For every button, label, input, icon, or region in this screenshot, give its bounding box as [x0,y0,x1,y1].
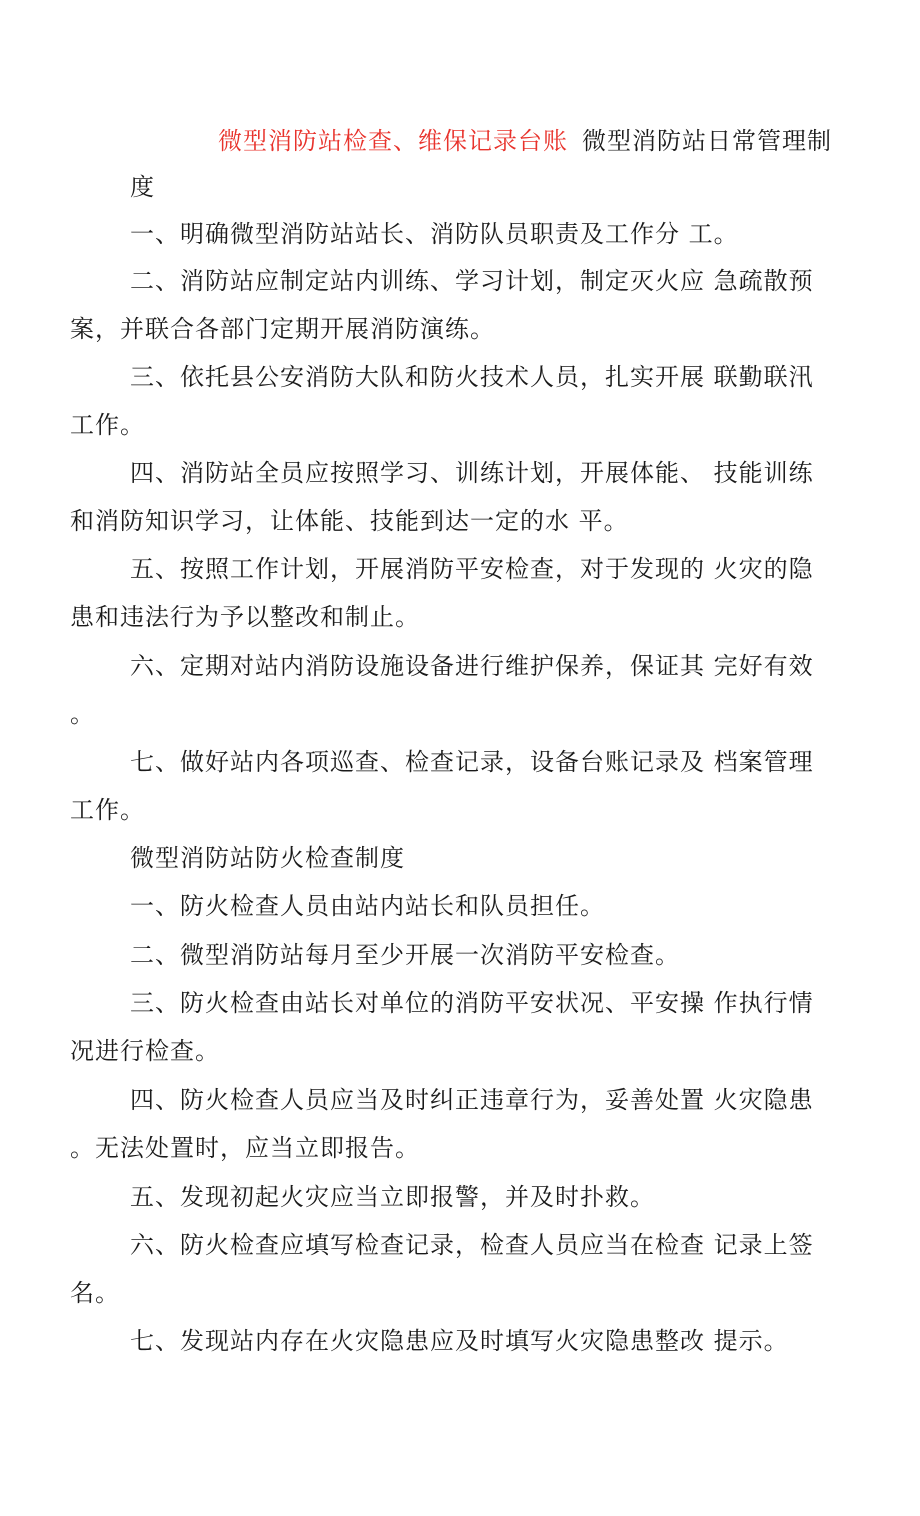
daily-item-3-cont: 工作。 [70,411,145,439]
fire-check-item-3-cont: 况进行检查。 [70,1037,220,1065]
daily-item-2-cont: 案，并联合各部门定期开展消防演练。 [70,315,495,343]
fire-check-item-5: 五、发现初起火灾应当立即报警，并及时扑救。 [130,1183,655,1211]
title-red-text: 微型消防站检查、维保记录台账 [218,127,568,155]
fire-check-item-3: 三、防火检查由站长对单位的消防平安状况、平安操 作执行情 [130,989,814,1017]
daily-item-7: 七、做好站内各项巡查、检查记录，设备台账记录及 档案管理 [130,748,814,776]
fire-check-heading: 微型消防站防火检查制度 [130,844,405,872]
fire-check-item-7: 七、发现站内存在火灾隐患应及时填写火灾隐患整改 提示。 [130,1327,789,1355]
daily-item-2: 二、消防站应制定站内训练、学习计划，制定灭火应 急疏散预 [130,267,814,295]
fire-check-item-1: 一、防火检查人员由站内站长和队员担任。 [130,892,605,920]
title-line [218,124,832,158]
fire-check-item-4-cont: 。无法处置时，应当立即报告。 [70,1134,420,1162]
daily-item-3: 三、依托县公安消防大队和防火技术人员，扎实开展 联勤联汛 [130,363,814,391]
daily-item-4-cont: 和消防知识学习，让体能、技能到达一定的水 平。 [70,507,629,535]
daily-item-5: 五、按照工作计划，开展消防平安检查，对于发现的 火灾的隐 [130,555,814,583]
fire-check-item-2: 二、微型消防站每月至少开展一次消防平安检查。 [130,941,680,969]
daily-item-6-cont: 。 [70,700,95,728]
fire-check-item-6: 六、防火检查应填写检查记录，检查人员应当在检查 记录上签 [130,1231,814,1259]
fire-check-item-6-cont: 名。 [70,1279,120,1307]
title-black-text: 微型消防站日常管理制 [582,127,832,155]
daily-item-1: 一、明确微型消防站站长、消防队员职责及工作分 工。 [130,220,739,248]
daily-item-5-cont: 患和违法行为予以整改和制止。 [70,603,420,631]
daily-item-4: 四、消防站全员应按照学习、训练计划，开展体能、 技能训练 [130,459,814,487]
daily-item-6: 六、定期对站内消防设施设备进行维护保养，保证其 完好有效 [130,652,814,680]
daily-item-7-cont: 工作。 [70,796,145,824]
title-wrap: 度 [130,173,155,201]
fire-check-item-4: 四、防火检查人员应当及时纠正违章行为，妥善处置 火灾隐患 [130,1086,814,1114]
